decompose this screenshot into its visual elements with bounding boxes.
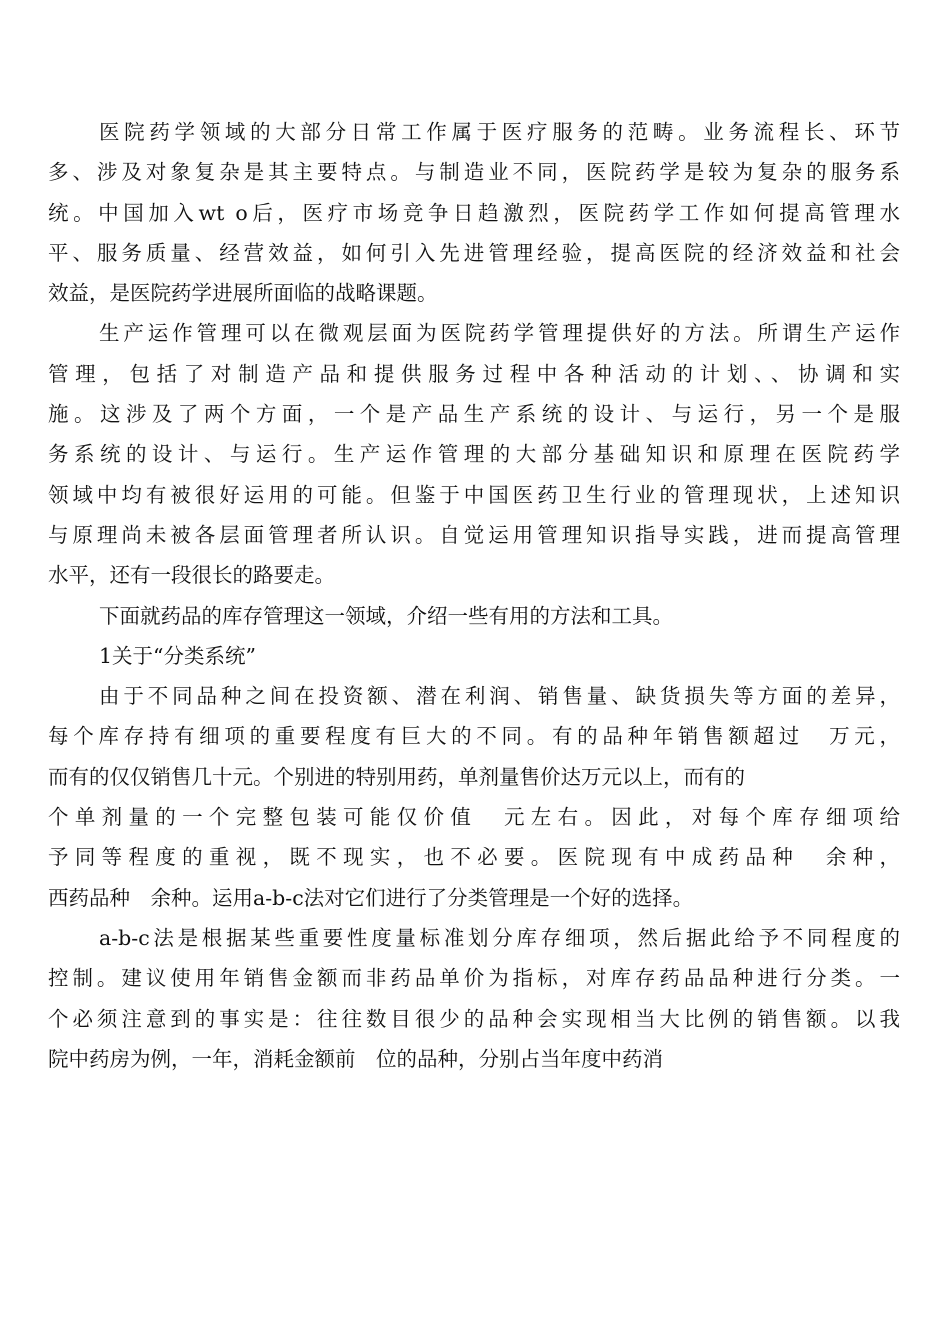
paragraph-5-line-2: 控制。建议使用年销售金额而非药品单价为指标，对库存药品品种进行分类。一 <box>48 966 900 991</box>
paragraph-5-line-4: 院中药房为例，一年，消耗金额前 位的品种，分别占当年度中药消 <box>48 1046 663 1071</box>
section-heading: 1关于“分类系统” <box>99 643 257 668</box>
paragraph-2-line-4: 务系统的设计、与运行。生产运作管理的大部分基础知识和原理在医院药学 <box>48 442 900 467</box>
paragraph-4-line-4: 个单剂量的一个完整包装可能仅价值 元左右。因此，对每个库存细项给 <box>48 805 900 830</box>
paragraph-4-line-5: 予同等程度的重视，既不现实，也不必要。医院现有中成药品种 余种， <box>48 845 900 870</box>
paragraph-2-line-5: 领域中均有被很好运用的可能。但鉴于中国医药卫生行业的管理现状，上述知识 <box>48 482 900 507</box>
paragraph-1-line-3: 统。中国加入wt o后，医疗市场竞争日趋激烈，医院药学工作如何提高管理水 <box>48 200 900 225</box>
paragraph-1-line-5: 效益，是医院药学进展所面临的战略课题。 <box>48 281 438 306</box>
paragraph-3-line-1: 下面就药品的库存管理这一领域，介绍一些有用的方法和工具。 <box>99 603 673 628</box>
paragraph-1-line-2: 多、涉及对象复杂是其主要特点。与制造业不同，医院药学是较为复杂的服务系 <box>48 160 900 185</box>
paragraph-2-line-6: 与原理尚未被各层面管理者所认识。自觉运用管理知识指导实践，进而提高管理 <box>48 522 900 547</box>
paragraph-1-line-1: 医院药学领域的大部分日常工作属于医疗服务的范畴。业务流程长、环节 <box>99 120 900 144</box>
paragraph-2-line-1: 生产运作管理可以在微观层面为医院药学管理提供好的方法。所谓生产运作 <box>99 321 900 346</box>
paragraph-5-line-3: 个必须注意到的事实是：往往数目很少的品种会实现相当大比例的销售额。以我 <box>48 1006 900 1031</box>
paragraph-4-line-2: 每个库存持有细项的重要程度有巨大的不同。有的品种年销售额超过 万元， <box>48 724 900 749</box>
document-body <box>48 112 900 1079</box>
paragraph-4-line-6: 西药品种 余种。运用a-b-c法对它们进行了分类管理是一个好的选择。 <box>48 885 694 910</box>
paragraph-5-line-1: a-b-c法是根据某些重要性度量标准划分库存细项，然后据此给予不同程度的 <box>99 925 900 950</box>
paragraph-2-line-7: 水平，还有一段很长的路要走。 <box>48 563 335 588</box>
paragraph-2-line-2: 管理，包括了对制造产品和提供服务过程中各种活动的计划、、协调和实 <box>48 361 900 386</box>
paragraph-2-line-3: 施。这涉及了两个方面，一个是产品生产系统的设计、与运行，另一个是服 <box>48 402 900 427</box>
paragraph-4-line-1: 由于不同品种之间在投资额、潜在利润、销售量、缺货损失等方面的差异， <box>99 684 900 709</box>
paragraph-1-line-4: 平、服务质量、经营效益，如何引入先进管理经验，提高医院的经济效益和社会 <box>48 240 900 265</box>
paragraph-4-line-3: 而有的仅仅销售几十元。个别进的特别用药，单剂量售价达万元以上，而有的 <box>48 764 745 789</box>
